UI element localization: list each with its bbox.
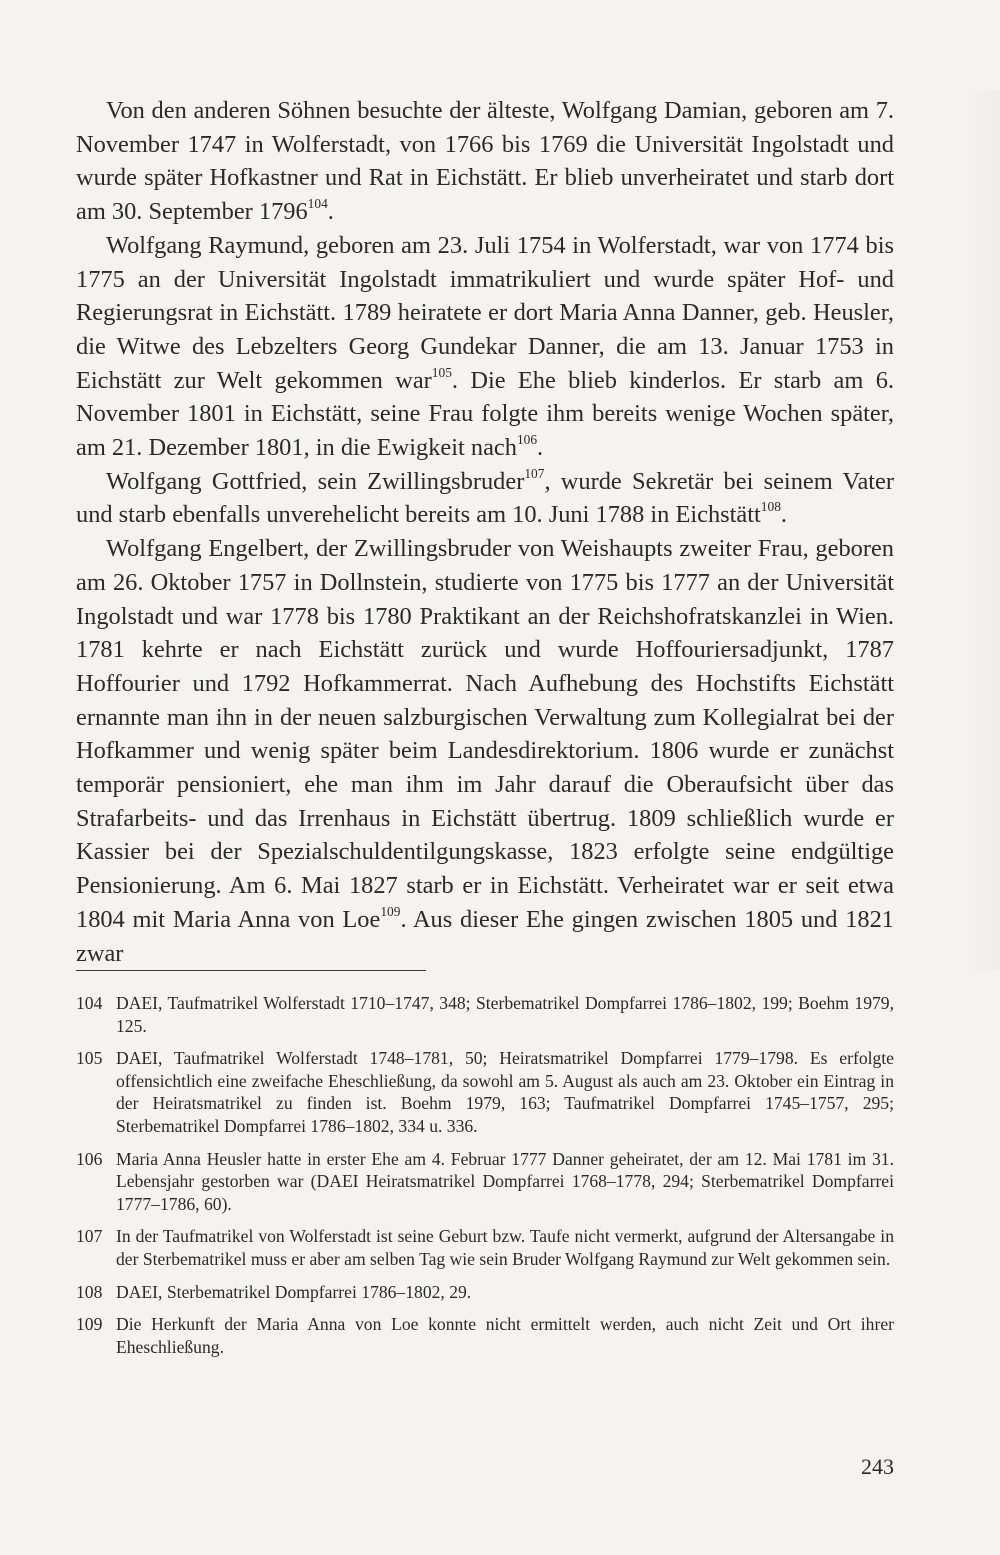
footnote-text: DAEI, Sterbematrikel Dompfarrei 1786–1802, 29.	[116, 1281, 472, 1302]
footnotes	[76, 992, 894, 1368]
footnote-number: 109	[76, 1314, 103, 1335]
main-text	[76, 94, 894, 970]
footnote-text: Die Herkunft der Maria Anna von Loe konnte nicht ermittelt werden, auch nicht Zeit und Ort ihrer Eheschließung.	[116, 1314, 894, 1357]
paragraph-text: Wolfgang Gottfried, sein Zwillingsbruder	[106, 467, 525, 495]
footnote-number: 107	[76, 1226, 103, 1247]
paragraph-wolfgang-raymund	[76, 229, 894, 465]
footnote-text: DAEI, Taufmatrikel Wolferstadt 1710–1747, 348; Sterbematrikel Dompfarrei 1786–1802, 199; Boehm 1979, 125.	[116, 993, 894, 1036]
footnote-number: 108	[76, 1281, 103, 1302]
footnote-108	[76, 1281, 894, 1304]
reverse-side-bleed	[960, 90, 1000, 970]
paragraph-text: Wolfgang Engelbert, der Zwillingsbruder von Weishaupts zweiter Frau, geboren am 26. Oktober 1757 in Dollnstein, studierte von 1775 bis 1777 an der Universität Ingolstadt und war 1778 bis 1780 Praktikant an der Reichshofratskanzlei in Wien. 1781 kehrte er nach Eichstätt zurück und wurde Hoffouriersadjunkt, 1787 Hoffourier und 1792 Hofkammerrat. Nach Aufhebung des Hochstifts Eichstätt ernannte man ihn in der neuen salzburgischen Verwaltung zum Kollegialrat bei der Hofkammer und wenig später beim Landesdirektorium. 1806 wurde er zunächst temporär pensioniert, ehe man ihm im Jahr darauf die Oberaufsicht über das Strafarbeits- und das Irrenhaus in Eichstätt übertrug. 1809 schließlich wurde er Kassier bei der Spezialschuldentilgungskasse, 1823 erfolgte seine endgültige Pensionierung. Am 6. Mai 1827 starb er in Eichstätt. Verheiratet war er seit etwa 1804 mit Maria Anna von Loe	[76, 535, 894, 933]
footnote-reference[interactable]: 105	[431, 364, 452, 380]
paragraph-text-continued: , wurde Sekretär bei seinem Vater und starb ebenfalls unverehelicht bereits am 10. Juni 1788 in Eichstätt	[76, 467, 894, 529]
paragraph-text: Wolfgang Raymund, geboren am 23. Juli 1754 in Wolferstadt, war von 1774 bis 1775 an der Universität Ingolstadt immatrikuliert und wurde später Hof- und Regierungsrat in Eichstätt. 1789 heiratete er dort Maria Anna Danner, geb. Heusler, die Witwe des Lebzelters Georg Gundekar Danner, die am 13. Januar 1753 in Eichstätt zur Welt gekommen war	[76, 231, 894, 394]
footnote-reference[interactable]: 106	[516, 431, 538, 447]
paragraph-text-end: .	[780, 501, 788, 529]
footnote-reference[interactable]: 104	[307, 195, 328, 211]
footnote-reference[interactable]: 109	[380, 903, 401, 919]
footnote-109	[76, 1313, 894, 1358]
paragraph-text: Von den anderen Söhnen besuchte der älteste, Wolfgang Damian, geboren am 7. November 1747 in Wolferstadt, von 1766 bis 1769 die Universität Ingolstadt und wurde später Hofkastner und Rat in Eichstätt. Er blieb unverheiratet und starb dort am 30. September 1796	[76, 97, 894, 226]
footnote-106	[76, 1148, 894, 1216]
footnote-reference[interactable]: 108	[760, 499, 781, 515]
footnote-divider	[76, 970, 426, 971]
page-number: 243	[861, 1454, 894, 1479]
footnote-104	[76, 992, 894, 1037]
footnote-text: Maria Anna Heusler hatte in erster Ehe am 4. Februar 1777 Danner geheiratet, der am 12. Mai 1781 im 31. Lebensjahr gestorben war (DAEI Heiratsmatrikel Dompfarrei 1768–1778, 294; Sterbematrikel Dompfarrei 1777–1786, 60).	[116, 1148, 894, 1214]
paragraph-wolfgang-engelbert	[76, 532, 894, 970]
footnote-number: 106	[76, 1148, 103, 1169]
footnote-number: 105	[76, 1048, 103, 1069]
footnote-text: DAEI, Taufmatrikel Wolferstadt 1748–1781, 50; Heiratsmatrikel Dompfarrei 1779–1798. Es erfolgte offensichtlich eine zweifache Eheschließung, da sowohl am 5. August als auch am 23. Oktober ein Eintrag in der Heiratsmatrikel zu finden ist. Boehm 1979, 163; Taufmatrikel Dompfarrei 1745–1757, 295; Sterbematrikel Dompfarrei 1786–1802, 334 u. 336.	[116, 1048, 894, 1136]
paragraph-text-end: . Aus dieser Ehe gingen zwischen 1805 und 1821 zwar	[76, 905, 894, 967]
paragraph-text-end: .	[537, 434, 544, 462]
footnote-reference[interactable]: 107	[524, 465, 545, 481]
paragraph-text-continued: . Die Ehe blieb kinderlos. Er starb am 6. November 1801 in Eichstätt, seine Frau folgte ihm bereits wenige Wochen später, am 21. Dezember 1801, in die Ewigkeit nach	[76, 366, 894, 462]
footnote-text: In der Taufmatrikel von Wolferstadt ist seine Geburt bzw. Taufe nicht vermerkt, aufgrund der Altersangabe in der Sterbematrikel muss er aber am selben Tag wie sein Bruder Wolfgang Raymund zur Welt gekommen sein.	[116, 1226, 894, 1269]
footnote-107	[76, 1225, 894, 1270]
footnote-number: 104	[76, 993, 103, 1013]
paragraph-wolfgang-damian	[76, 94, 894, 229]
footnote-105	[76, 1047, 894, 1137]
paragraph-wolfgang-gottfried	[76, 465, 894, 532]
paragraph-text-end: .	[327, 198, 334, 226]
